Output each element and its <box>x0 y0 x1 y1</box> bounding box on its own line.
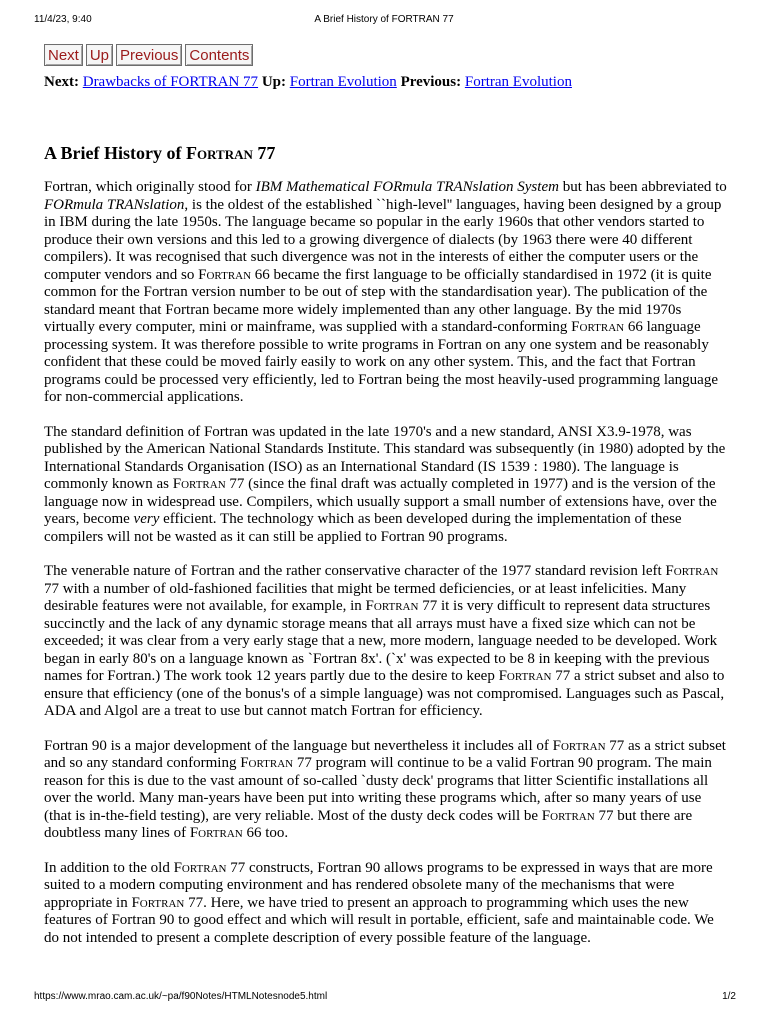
small-caps-fortran: Fortran <box>198 266 252 283</box>
small-caps-fortran: Fortran <box>131 894 185 911</box>
text-run: 77 constructs, Fortran 90 allows programs to be expressed in ways that are more suited to a modern computing environment and has rendered obsolete many of the mechanisms that were appropriate in <box>44 859 713 911</box>
heading-suffix: 77 <box>252 143 276 163</box>
small-caps-fortran: Fortran <box>552 737 606 754</box>
small-caps-fortran: Fortran <box>240 755 294 771</box>
paragraph-2 <box>44 424 728 547</box>
text-run: 66 became the first language to be officially standardised in 1972 (it is quite common for the Fortran version number to be out of step with the standardisation year). The publication of the standard meant that Fortran became more widely implemented than any other language. By the mid 1970s virtually every computer, mini or mainframe, was supplied with a standard-conforming <box>44 266 712 335</box>
small-caps-fortran: Fortran <box>665 563 719 579</box>
print-page-number: 1/2 <box>722 991 736 1002</box>
text-run: 77 as a strict subset and so any standard conforming <box>44 737 726 771</box>
text-run: efficient. The technology which as been developed during the implementation of these compilers will not be wasted as it can still be applied to Fortran 90 programs. <box>44 511 682 545</box>
text-run: but has been abbreviated to <box>558 179 727 195</box>
text-run: , is the oldest of the established ``high-level'' languages, having been designed by a group in IBM during the late 1950s. The language became so popular in the early 1960s that other vendors started to produce their own versions and this led to a growing divergence of dialects (by 1963 there were 40 different compilers). It was recognised that such divergence was not in the interests of either the computer users or the computer vendors and so <box>44 196 722 283</box>
text-run: The standard definition of Fortran was updated in the late 1970's and a new standard, ANSI X3.9-1978, was published by the American National Standards Institute. This standard was subsequently (in 1980) adopted by the International Standards Organisation (ISO) as an International Standard (IS 1539 : 1980). The language is commonly known as <box>44 423 726 492</box>
paragraph-5 <box>44 860 728 948</box>
contents-button[interactable]: Contents <box>185 44 253 66</box>
text-run: 77 with a number of old-fashioned facilities that might be termed deficiencies, or at least infelicities. Many desirable features were not available, for example, in <box>44 580 687 614</box>
nav-links <box>44 73 728 91</box>
text-run: Fortran, which originally stood for <box>44 179 256 195</box>
nav-button-bar <box>44 44 728 68</box>
paragraph-3 <box>44 563 728 721</box>
print-url: https://www.mrao.cam.ac.uk/~pa/f90Notes/HTMLNotesnode5.html <box>34 991 328 1002</box>
small-caps-fortran: Fortran <box>172 476 226 492</box>
up-label: Up: <box>261 74 286 90</box>
print-datetime: 11/4/23, 9:40 <box>34 14 92 25</box>
page-heading <box>44 142 728 164</box>
previous-link[interactable]: Fortran Evolution <box>464 74 572 90</box>
text-run: 77. Here, we have tried to present an approach to programming which uses the new features of Fortran 90 to good effect and which will result in portable, efficient, safe and maintainable code. We do not intended to present a complete description of every possible feature of the language. <box>44 894 714 946</box>
text-run: 77 program will continue to be a valid Fortran 90 program. The main reason for this is due to the vast amount of so-called `dusty deck' programs that litter Scientific installations all over the world. Many man-years have been put into writing these programs which, after so many years of use (that is in-the-field testing), are very reliable. Most of the dusty deck codes will be <box>44 755 712 824</box>
small-caps-fortran: Fortran <box>571 319 625 335</box>
next-button[interactable]: Next <box>44 44 83 66</box>
up-button[interactable]: Up <box>86 44 113 66</box>
text-run: 66 language processing system. It was therefore possible to write programs in Fortran on any one system and be reasonably confident that these could be moved fairly easily to work on any other system. This, and the fact that Fortran programs could be processed very efficiently, led to Fortran being the most heavily-used programming language for non-commercial applications. <box>44 319 718 405</box>
text-run: Fortran 90 is a major development of the language but nevertheless it includes all of <box>44 737 553 754</box>
small-caps-fortran: Fortran <box>173 859 227 876</box>
text-run: In addition to the old <box>44 859 174 876</box>
previous-label: Previous: <box>400 74 462 90</box>
next-label: Next: <box>44 74 79 90</box>
heading-prefix: A Brief History of <box>44 143 186 163</box>
previous-button[interactable]: Previous <box>116 44 182 66</box>
text-run: 77 a strict subset and also to ensure that efficiency (one of the bonus's of a simple language) was not compromised. Languages such as Pascal, ADA and Algol are a treat to use but cannot match Fortran for efficiency. <box>44 668 725 719</box>
paragraph-4 <box>44 738 728 843</box>
small-caps-fortran: Fortran <box>189 825 243 841</box>
next-link[interactable]: Drawbacks of FORTRAN 77 <box>82 74 259 90</box>
small-caps-fortran: Fortran <box>498 668 552 684</box>
text-run: 77 it is very difficult to represent data structures succinctly and the lack of any dynamic storage means that all arrays must have a fixed size which can not be exceeded; it was clear from a very early stage that a new, more modern, language needed to be developed. Work began in early 80's on a language known as `Fortran 8x'. (`x' was expected to be 8 in keeping with the previous names for Fortran.) The work took 12 years partly due to the desire to keep <box>44 598 718 684</box>
page-content <box>44 44 728 947</box>
paragraph-1 <box>44 179 728 407</box>
small-caps-fortran: Fortran <box>541 807 595 824</box>
up-link[interactable]: Fortran Evolution <box>289 74 397 90</box>
emphasis: FORmula TRANslation <box>44 196 185 213</box>
print-footer <box>0 991 768 1005</box>
emphasis: very <box>133 511 160 527</box>
text-run: 66 too. <box>242 825 289 841</box>
text-run: 77 (since the final draft was actually completed in 1977) and is the version of the language now in widespread use. Compilers, which usually support a small number of extensions have, over the years, become <box>44 476 717 527</box>
text-run: 77 but there are doubtless many lines of <box>44 807 693 841</box>
emphasis: IBM Mathematical FORmula TRANslation System <box>255 179 559 195</box>
heading-fortran: Fortran <box>185 143 253 163</box>
print-header <box>0 14 768 28</box>
text-run: The venerable nature of Fortran and the rather conservative character of the 1977 standard revision left <box>44 563 666 579</box>
small-caps-fortran: Fortran <box>365 598 419 614</box>
print-page-title: A Brief History of FORTRAN 77 <box>314 14 454 25</box>
